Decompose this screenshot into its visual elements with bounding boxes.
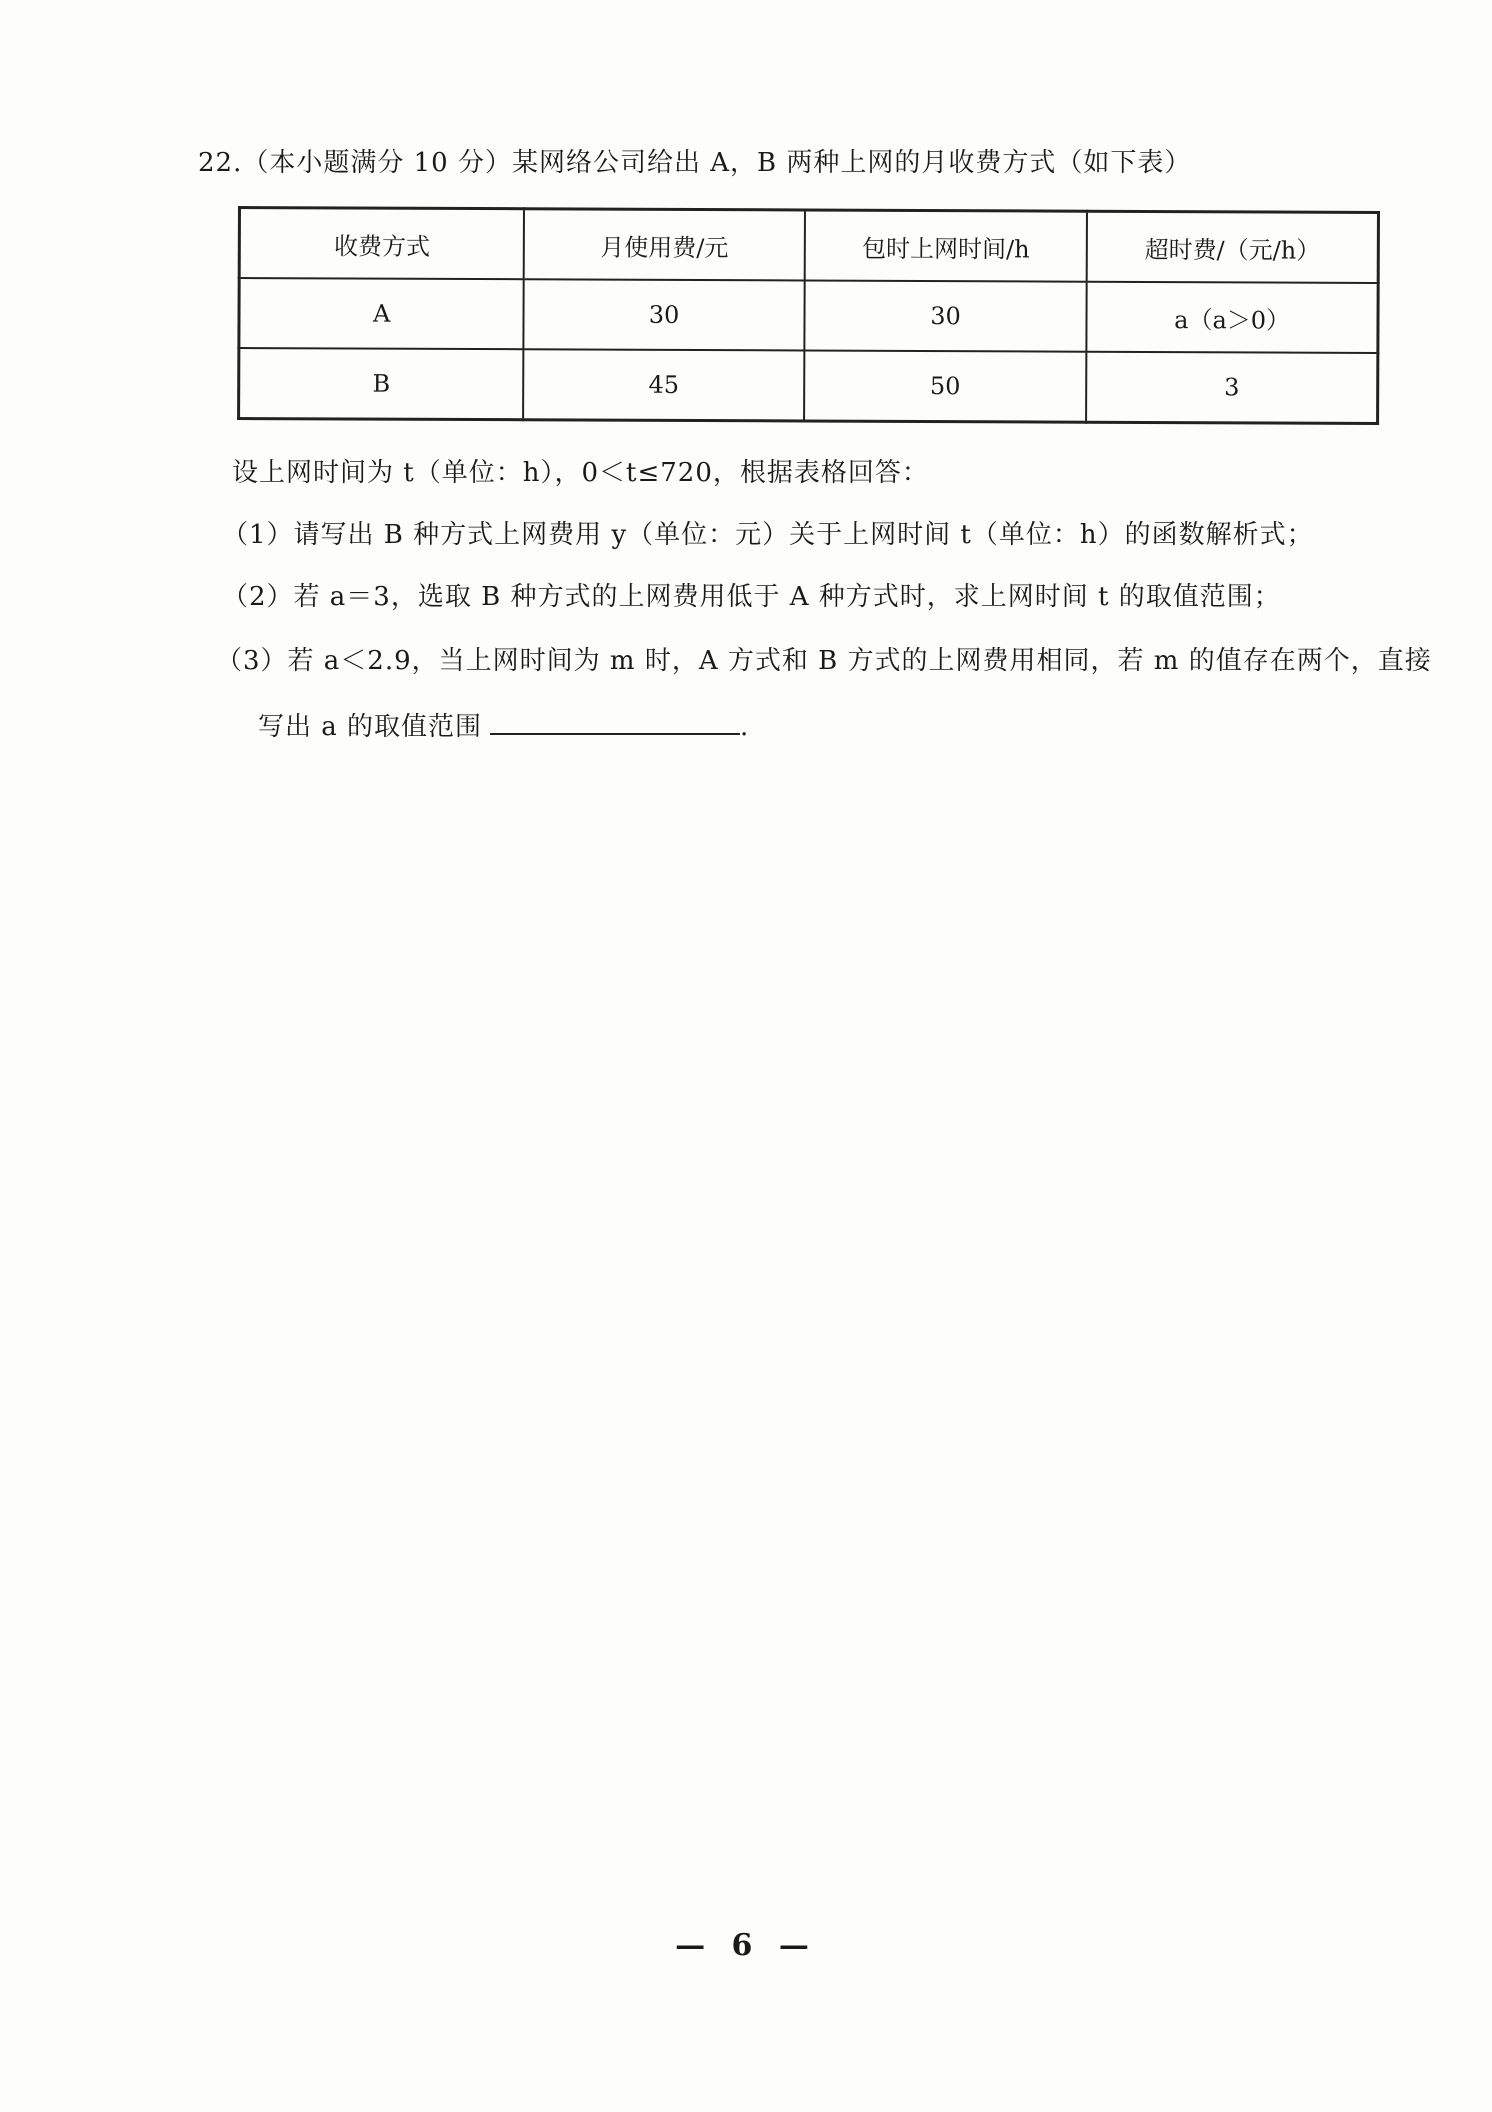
table-cell: A (239, 278, 524, 349)
header-cell: 超时费/（元/h） (1087, 211, 1379, 283)
intro-text: 设上网时间为 t（单位：h），0＜t≤720，根据表格回答： (232, 458, 929, 488)
table-row (239, 278, 1378, 353)
table-row (239, 348, 1378, 423)
table-cell: 30 (804, 280, 1087, 351)
table-cell: 3 (1086, 352, 1378, 424)
table-header-row (239, 208, 1378, 283)
table-cell: 50 (804, 350, 1087, 422)
table-cell: B (239, 348, 524, 420)
sub-question-1: （1）请写出 B 种方式上网费用 y（单位：元）关于上网时间 t（单位：h）的函数解析式； (222, 520, 1314, 550)
period: . (740, 712, 750, 742)
page-number: — 6 — (675, 1928, 817, 1963)
question-header: 22.（本小题满分 10 分）某网络公司给出 A，B 两种上网的月收费方式（如下表） (198, 148, 1192, 178)
header-cell: 月使用费/元 (524, 209, 805, 281)
header-cell: 收费方式 (239, 208, 524, 280)
fee-table (237, 206, 1380, 425)
table-cell: 30 (524, 279, 805, 350)
sub-question-3: （3）若 a＜2.9，当上网时间为 m 时，A 方式和 B 方式的上网费用相同，若 m 的值存在两个，直接 (216, 646, 1432, 676)
sub-question-3-text: 写出 a 的取值范围 (258, 712, 483, 742)
table-cell: a（a＞0） (1087, 282, 1379, 353)
sub-question-3-continued (258, 706, 749, 743)
answer-blank[interactable] (490, 707, 740, 735)
header-cell: 包时上网时间/h (804, 210, 1087, 282)
table-cell: 45 (523, 349, 804, 421)
sub-question-2: （2）若 a＝3，选取 B 种方式的上网费用低于 A 种方式时，求上网时间 t 的取值范围； (222, 582, 1281, 612)
